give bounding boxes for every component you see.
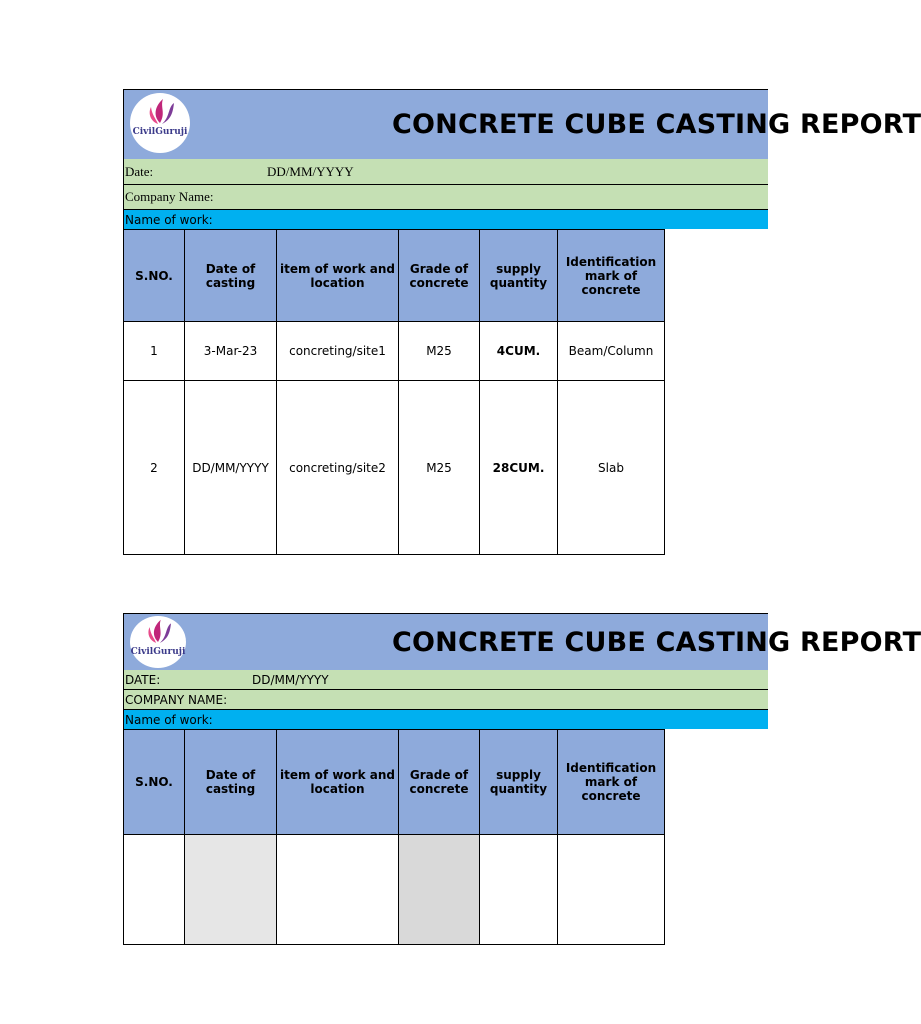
col-identification-mark: Identification mark of concrete bbox=[558, 730, 665, 835]
table-row bbox=[124, 322, 665, 381]
cell-mark[interactable]: Beam/Column bbox=[558, 322, 665, 381]
report-sheet-1 bbox=[123, 89, 921, 555]
col-date-of-casting: Date of casting bbox=[185, 230, 277, 322]
work-label: Name of work: bbox=[125, 712, 213, 727]
col-item-of-work: item of work and location bbox=[277, 730, 399, 835]
col-grade: Grade of concrete bbox=[399, 730, 480, 835]
col-sno: S.NO. bbox=[124, 730, 185, 835]
logo-text: CivilGuruji bbox=[132, 127, 188, 137]
col-item-of-work: item of work and location bbox=[277, 230, 399, 322]
date-row bbox=[123, 159, 768, 185]
header-row bbox=[124, 230, 665, 322]
col-sno: S.NO. bbox=[124, 230, 185, 322]
col-supply-quantity: supply quantity bbox=[480, 230, 558, 322]
cell-quantity[interactable]: 28CUM. bbox=[480, 381, 558, 555]
date-value[interactable]: DD/MM/YYYY bbox=[252, 672, 329, 687]
cell-quantity[interactable] bbox=[480, 835, 558, 945]
title-band bbox=[123, 89, 921, 159]
cell-date[interactable]: DD/MM/YYYY bbox=[185, 381, 277, 555]
cell-grade[interactable] bbox=[399, 835, 480, 945]
work-row bbox=[123, 210, 768, 229]
cell-date[interactable]: 3-Mar-23 bbox=[185, 322, 277, 381]
date-value[interactable]: DD/MM/YYYY bbox=[267, 163, 354, 179]
casting-table bbox=[123, 729, 665, 945]
cell-sno[interactable]: 2 bbox=[124, 381, 185, 555]
report-title: CONCRETE CUBE CASTING REPORT bbox=[392, 626, 921, 658]
report-title: CONCRETE CUBE CASTING REPORT bbox=[392, 109, 921, 140]
col-identification-mark: Identification mark of concrete bbox=[558, 230, 665, 322]
logo-text: CivilGuruji bbox=[130, 647, 186, 657]
company-row bbox=[123, 185, 768, 210]
table-row bbox=[124, 835, 665, 945]
cell-item[interactable] bbox=[277, 835, 399, 945]
company-label: COMPANY NAME: bbox=[125, 692, 228, 707]
date-row bbox=[123, 670, 768, 690]
flame-logo-icon bbox=[130, 616, 186, 668]
casting-table bbox=[123, 229, 665, 555]
report-sheet-2 bbox=[123, 613, 921, 935]
civilguruji-logo bbox=[130, 616, 186, 668]
cell-mark[interactable]: Slab bbox=[558, 381, 665, 555]
flame-logo-icon bbox=[130, 93, 190, 153]
table-row bbox=[124, 381, 665, 555]
work-label: Name of work: bbox=[125, 212, 213, 227]
cell-grade[interactable]: M25 bbox=[399, 322, 480, 381]
cell-sno[interactable]: 1 bbox=[124, 322, 185, 381]
cell-date[interactable] bbox=[185, 835, 277, 945]
col-supply-quantity: supply quantity bbox=[480, 730, 558, 835]
cell-sno[interactable] bbox=[124, 835, 185, 945]
company-label: Company Name: bbox=[125, 189, 214, 204]
cell-grade[interactable]: M25 bbox=[399, 381, 480, 555]
date-label: DATE: bbox=[125, 672, 161, 687]
civilguruji-logo bbox=[130, 93, 190, 153]
date-label: Date: bbox=[125, 163, 154, 179]
cell-item[interactable]: concreting/site1 bbox=[277, 322, 399, 381]
col-date-of-casting: Date of casting bbox=[185, 730, 277, 835]
title-band bbox=[123, 613, 921, 670]
cell-mark[interactable] bbox=[558, 835, 665, 945]
header-row bbox=[124, 730, 665, 835]
cell-item[interactable]: concreting/site2 bbox=[277, 381, 399, 555]
cell-quantity[interactable]: 4CUM. bbox=[480, 322, 558, 381]
company-row bbox=[123, 690, 768, 710]
work-row bbox=[123, 710, 768, 729]
col-grade: Grade of concrete bbox=[399, 230, 480, 322]
